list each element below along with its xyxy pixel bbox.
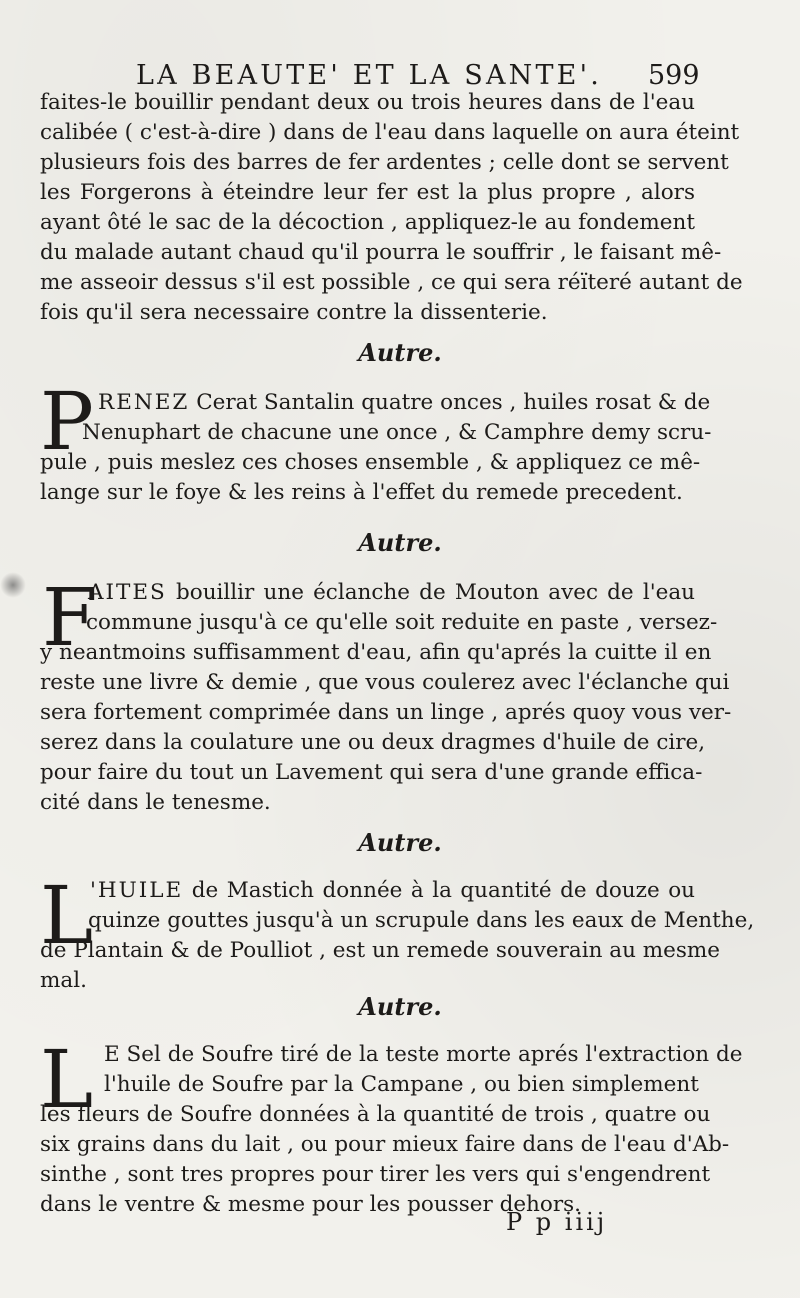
text-line: les Forgerons à éteindre leur fer est la plus propre , alors [40,180,695,205]
lead-word: E [104,1042,120,1067]
drop-cap: L [40,1033,94,1126]
text-line: pour faire du tout un Lavement qui sera d'une grande effica- [40,760,703,785]
text-line: mal. [40,968,87,993]
text-line: 'HUILE de Mastich donnée à la quantité de douze ou [90,878,695,903]
section-heading: Autre. [358,338,442,367]
text-line: lange sur le foye & les reins à l'effet du remede precedent. [40,480,683,505]
drop-cap: P [40,375,94,468]
text-line: de Plantain & de Poulliot , est un remede souverain au mesme [40,938,721,963]
text-line: Nenuphart de chacune une once , & Camphre demy scru- [82,420,712,445]
text-line: sera fortement comprimée dans un linge , aprés quoy vous ver- [40,700,732,725]
text-line: sinthe , sont tres propres pour tirer les vers qui s'engendrent [40,1162,711,1187]
section-heading: Autre. [358,992,442,1021]
text-line: me asseoir dessus s'il est possible , ce qui sera réïteré autant de [40,270,743,295]
text-line: cité dans le tenesme. [40,790,271,815]
continuation-paragraph [40,88,743,328]
text-line: faites-le bouillir pendant deux ou trois heures dans de l'eau [40,90,695,115]
drop-cap: F [42,571,98,664]
text-line: E Sel de Soufre tiré de la teste morte aprés l'extraction de [104,1042,743,1067]
text-line: du malade autant chaud qu'il pourra le souffrir , le faisant mê- [40,240,722,265]
text-line: quinze gouttes jusqu'à un scrupule dans les eaux de Menthe, [88,908,755,933]
text-line: l'huile de Soufre par la Campane , ou bien simplement [104,1072,699,1097]
lead-word: AITES [88,580,167,605]
text-line: pule , puis meslez ces choses ensemble , & appliquez ce mê- [40,450,701,475]
signature-mark: P p iiij [506,1208,608,1236]
text-line: commune jusqu'à ce qu'elle soit reduite en paste , versez- [86,610,718,635]
text-line: calibée ( c'est-à-dire ) dans de l'eau dans laquelle on aura éteint [40,120,740,145]
text-line: les fleurs de Soufre données à la quantité de trois , quatre ou [40,1102,711,1127]
recipe-paragraph [40,571,732,818]
recipe-paragraph [40,1033,743,1220]
text-line: fois qu'il sera necessaire contre la dissenterie. [40,300,548,325]
text-line: plusieurs fois des barres de fer ardentes ; celle dont se servent [40,150,729,175]
section-heading: Autre. [358,828,442,857]
lead-word: RENEZ [98,390,190,415]
text-line: ayant ôté le sac de la décoction , appliquez-le au fondement [40,210,695,235]
text-line: dans le ventre & mesme pour les pousser dehors. [40,1192,581,1217]
text-line: serez dans la coulature une ou deux dragmes d'huile de cire, [40,730,706,755]
ink-blot [0,572,26,598]
section-heading: Autre. [358,528,442,557]
page-number: 599 [648,60,700,91]
text-line: six grains dans du lait , ou pour mieux faire dans de l'eau d'Ab- [40,1132,730,1157]
recipe-paragraph [40,388,712,508]
text-line: RENEZ Cerat Santalin quatre onces , huiles rosat & de [98,390,711,415]
running-title: LA BEAUTE' ET LA SANTE'. [136,60,602,91]
recipe-paragraph [40,869,755,996]
text-line: y neantmoins suffisamment d'eau, afin qu'aprés la cuitte il en [40,640,712,665]
text-line: AITES bouillir une éclanche de Mouton avec de l'eau [88,580,695,605]
text-line: reste une livre & demie , que vous coulerez avec l'éclanche qui [40,670,730,695]
lead-word: 'HUILE [90,878,184,903]
drop-cap: L [40,869,94,962]
